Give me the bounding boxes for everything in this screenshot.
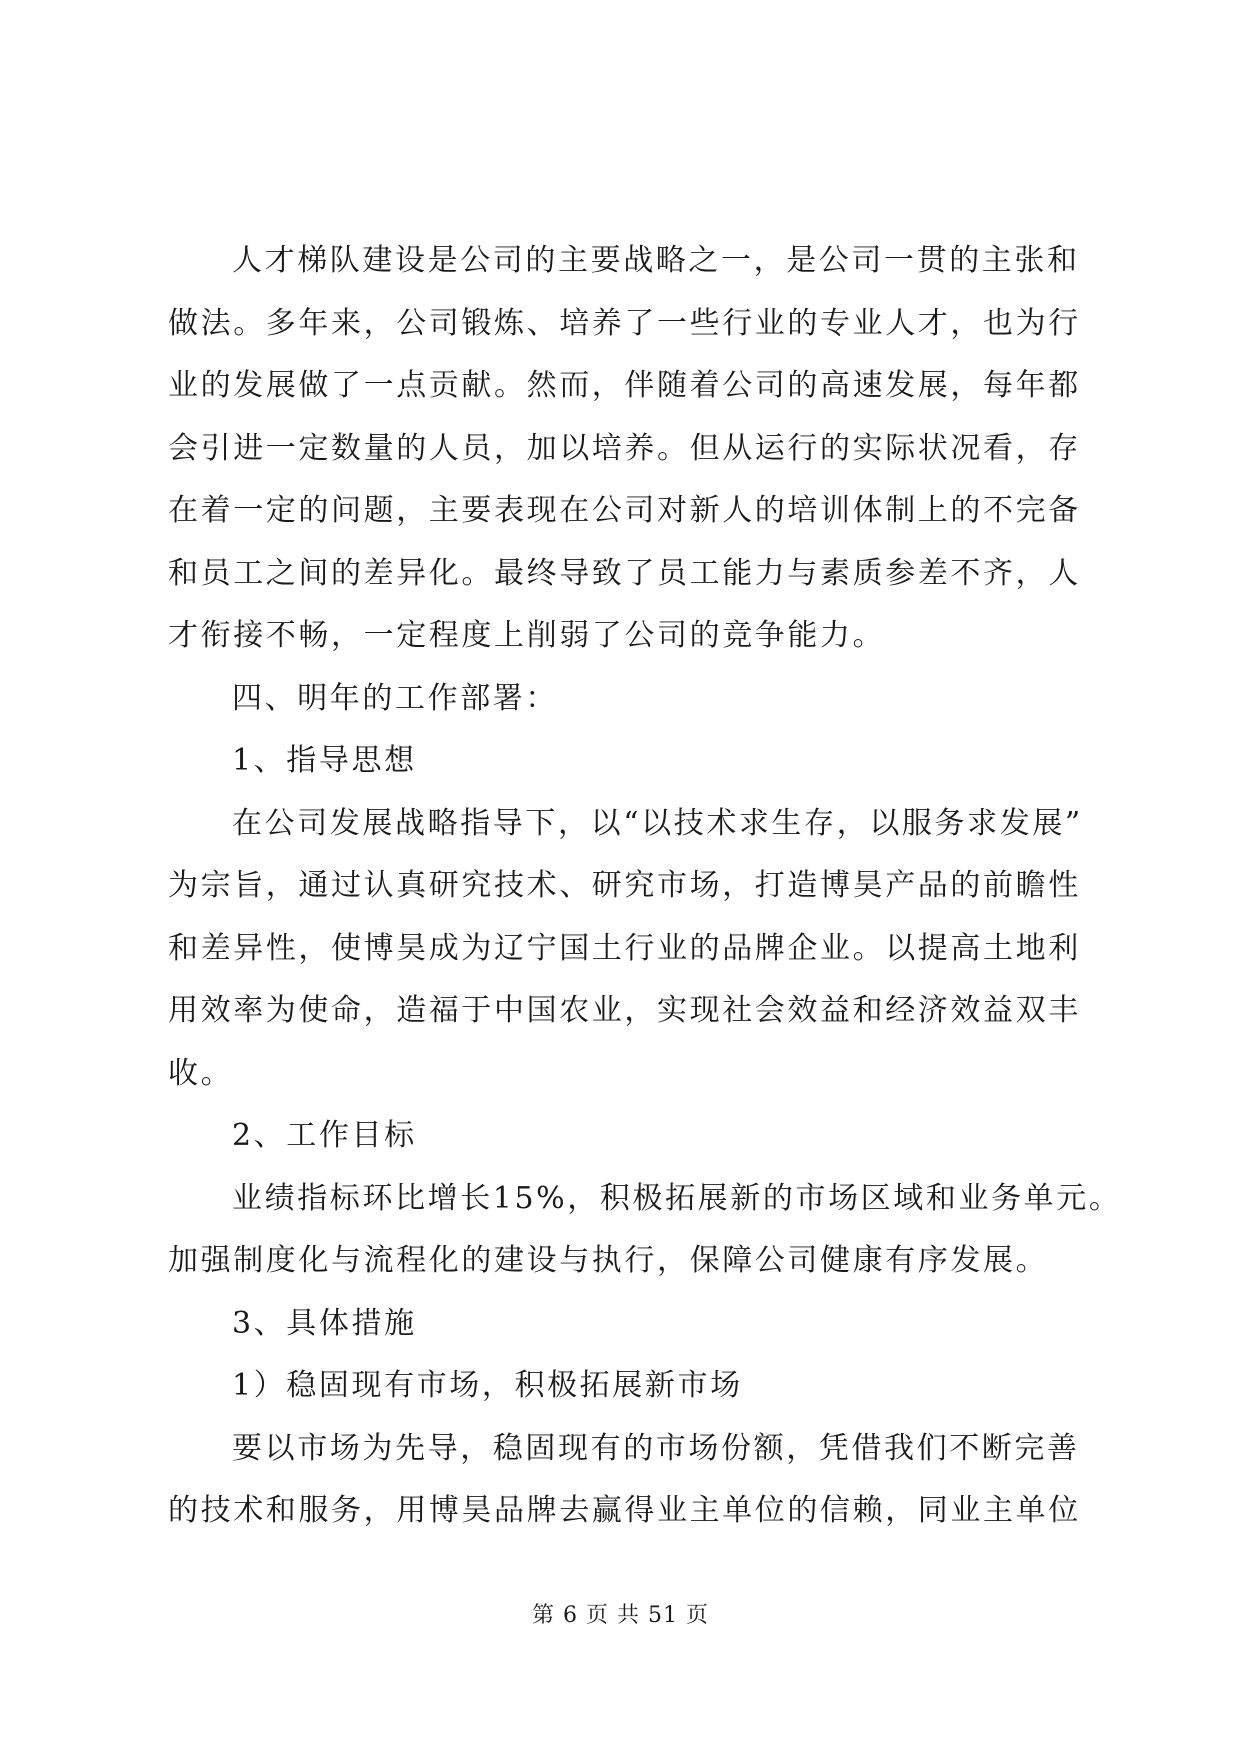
text-line: 和差异性，使博昊成为辽宁国土行业的品牌企业。以提高土地利	[168, 930, 1081, 966]
text-line: 加强制度化与流程化的建设与执行，保障公司健康有序发展。	[168, 1243, 1049, 1278]
text-line: 会引进一定数量的人员，加以培养。但从运行的实际状况看，存	[168, 430, 1081, 466]
subsection-heading: 3、具体措施	[232, 1305, 417, 1341]
section-heading: 四、明年的工作部署：	[232, 680, 558, 716]
text-line: 做法。多年来，公司锻炼、培养了一些行业的专业人才，也为行	[168, 305, 1081, 341]
text-line: 业绩指标环比增长15%，积极拓展新的市场区域和业务单元。	[232, 1180, 1122, 1216]
document-body	[168, 230, 1122, 1543]
text-line: 和员工之间的差异化。最终导致了员工能力与素质参差不齐，人	[168, 555, 1081, 591]
page-number-footer: 第 6 页 共 51 页	[532, 1603, 709, 1628]
text-line: 要以市场为先导，稳固现有的市场份额，凭借我们不断完善	[232, 1430, 1080, 1466]
subsection-heading: 2、工作目标	[232, 1118, 417, 1153]
text-line: 用效率为使命，造福于中国农业，实现社会效益和经济效益双丰	[168, 993, 1081, 1028]
text-line: 收。	[168, 1055, 234, 1091]
item-heading: 1）稳固现有市场，积极拓展新市场	[232, 1368, 743, 1403]
text-line: 人才梯队建设是公司的主要战略之一，是公司一贯的主张和	[232, 243, 1080, 278]
text-line: 为宗旨，通过认真研究技术、研究市场，打造博昊产品的前瞻性	[168, 868, 1081, 903]
text-line: 的技术和服务，用博昊品牌去赢得业主单位的信赖，同业主单位	[168, 1493, 1081, 1528]
subsection-heading: 1、指导思想	[232, 743, 417, 778]
text-line: 在着一定的问题，主要表现在公司对新人的培训体制上的不完备	[168, 493, 1081, 528]
text-line: 业的发展做了一点贡献。然而，伴随着公司的高速发展，每年都	[168, 368, 1081, 403]
text-line: 才衔接不畅，一定程度上削弱了公司的竞争能力。	[168, 618, 886, 653]
text-line: 在公司发展战略指导下，以“以技术求生存，以服务求发展”	[232, 805, 1083, 841]
